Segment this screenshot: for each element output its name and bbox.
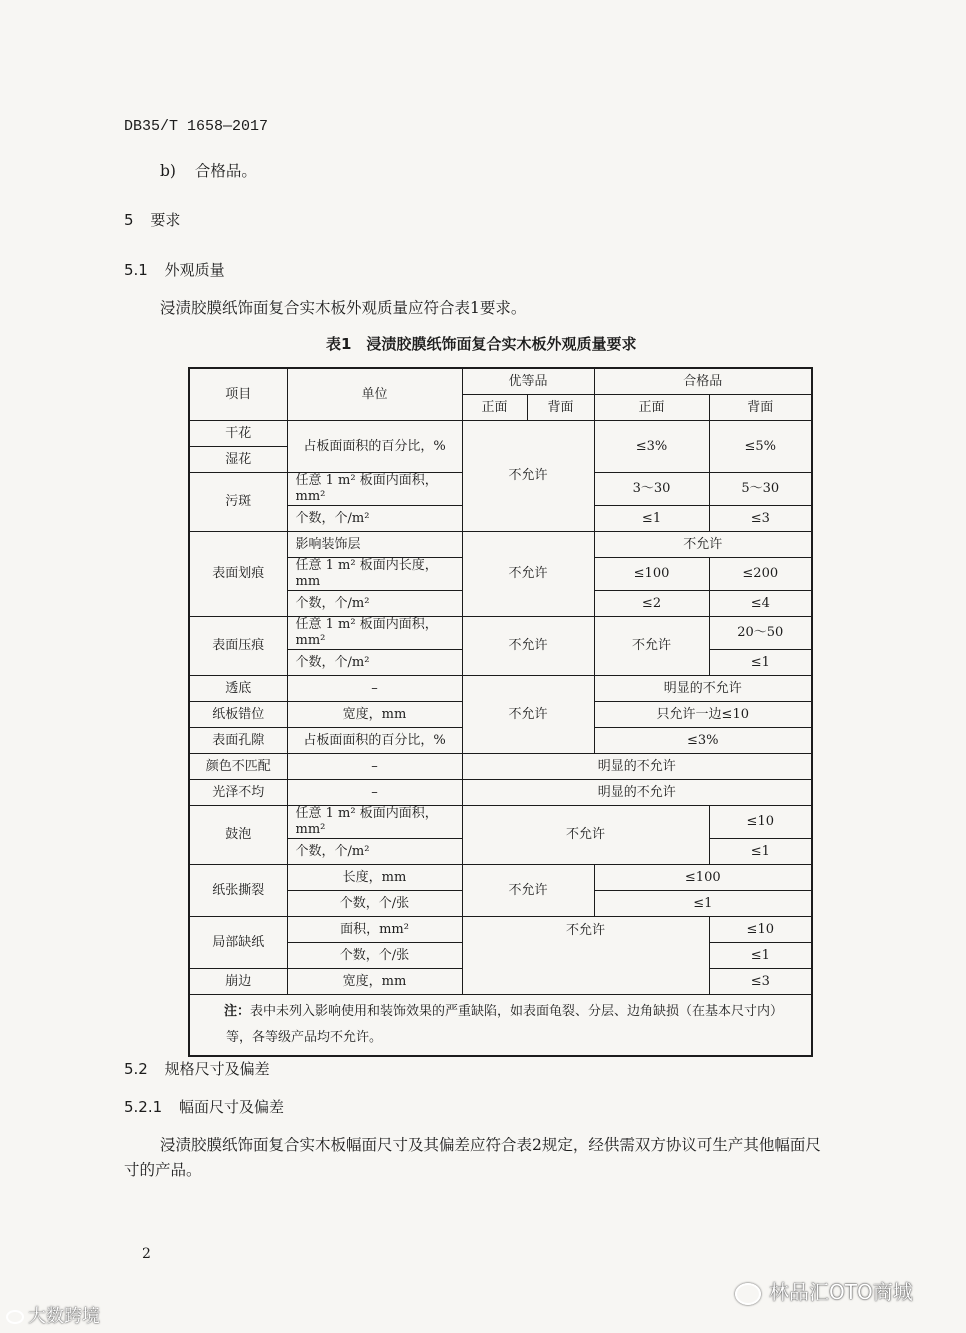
value-cell: ≤1: [709, 943, 812, 969]
value-cell: 不允许: [462, 917, 709, 995]
unit-cell: 个数，个/m²: [287, 839, 462, 865]
value-cell: ≤10: [709, 806, 812, 839]
value-cell: 5～30: [709, 473, 812, 506]
item-wuban: 污斑: [189, 473, 287, 532]
doc-code: DB35/T 1658—2017: [124, 118, 269, 135]
unit-cell: 占板面面积的百分比，%: [287, 728, 462, 754]
item-yanse: 颜色不匹配: [189, 754, 287, 780]
header-item: 项目: [189, 368, 287, 421]
value-cell: 不允许: [594, 617, 709, 676]
header-premium: 优等品: [462, 368, 594, 395]
item-bengbian: 崩边: [189, 969, 287, 995]
item-toudi: 透底: [189, 676, 287, 702]
unit-cell: 任意 1 m² 板面内面积，mm²: [287, 617, 462, 650]
paragraph-5-2-1-line2: 寸的产品。: [124, 1161, 202, 1179]
section-number: 5.2: [124, 1060, 148, 1078]
watermark-right: [735, 1276, 913, 1305]
unit-cell: 任意 1 m² 板面内面积，mm²: [287, 473, 462, 506]
value-cell: ≤1: [594, 506, 709, 532]
value-cell: 明显的不允许: [462, 754, 812, 780]
item-silie: 纸张撕裂: [189, 865, 287, 917]
watermark-right-text: 林品汇OTO商城: [769, 1280, 913, 1304]
list-item-b: [160, 159, 257, 181]
unit-cell: 宽度，mm: [287, 969, 462, 995]
table-1-caption: 表1 浸渍胶膜纸饰面复合实木板外观质量要求: [326, 335, 637, 353]
value-cell: ≤2: [594, 591, 709, 617]
value-cell: ≤100: [594, 865, 812, 891]
value-cell: 不允许: [462, 865, 594, 917]
value-cell: 不允许: [462, 532, 594, 617]
note-text: 表中未列入影响使用和装饰效果的严重缺陷，如表面龟裂、分层、边角缺损（在基本尺寸内）等，各等级产品均不允许。: [226, 1004, 784, 1045]
unit-cell: –: [287, 780, 462, 806]
item-guangze: 光泽不均: [189, 780, 287, 806]
value-cell: ≤100: [594, 558, 709, 591]
value-cell: 不允许: [462, 806, 709, 865]
unit-cell: 个数，个/张: [287, 891, 462, 917]
unit-cell: 影响装饰层: [287, 532, 462, 558]
wechat-icon: [735, 1283, 761, 1305]
value-cell: ≤3: [709, 969, 812, 995]
section-title: 要求: [150, 211, 181, 229]
value-cell: ≤3%: [594, 728, 812, 754]
page-number: 2: [142, 1246, 151, 1262]
value-cell: ≤1: [594, 891, 812, 917]
paragraph-5-1: 浸渍胶膜纸饰面复合实木板外观质量应符合表1要求。: [160, 299, 527, 317]
section-number: 5.2.1: [124, 1098, 163, 1116]
item-yahen: 表面压痕: [189, 617, 287, 676]
value-cell: 3～30: [594, 473, 709, 506]
item-huahen: 表面划痕: [189, 532, 287, 617]
header-back: 背面: [709, 395, 812, 421]
watermark-left: [6, 1302, 100, 1328]
value-cell: ≤1: [709, 650, 812, 676]
item-ganhua: 干花: [189, 421, 287, 447]
unit-cell: –: [287, 676, 462, 702]
section-5-1-heading: [124, 259, 225, 280]
unit-cell: 个数，个/m²: [287, 650, 462, 676]
value-cell: 只允许一边≤10: [594, 702, 812, 728]
list-text: 合格品。: [194, 162, 257, 180]
value-cell: 明显的不允许: [594, 676, 812, 702]
unit-cell: 任意 1 m² 板面内面积，mm²: [287, 806, 462, 839]
value-cell: ≤3%: [594, 421, 709, 473]
value-cell: ≤4: [709, 591, 812, 617]
item-quezhi: 局部缺纸: [189, 917, 287, 969]
value-cell: ≤200: [709, 558, 812, 591]
appearance-quality-table: [188, 367, 813, 1057]
item-gupao: 鼓泡: [189, 806, 287, 865]
list-marker: b): [160, 162, 176, 180]
value-cell: ≤1: [709, 839, 812, 865]
note-label: 注：: [224, 1004, 251, 1019]
header-front: 正面: [462, 395, 527, 421]
paragraph-5-2-1-line1: 浸渍胶膜纸饰面复合实木板幅面尺寸及其偏差应符合表2规定，经供需双方协议可生产其他幅面尺: [160, 1136, 821, 1154]
section-number: 5.1: [124, 261, 148, 279]
value-cell: 明显的不允许: [462, 780, 812, 806]
header-unit: 单位: [287, 368, 462, 421]
value-cell: 不允许: [462, 676, 594, 754]
section-title: 外观质量: [164, 261, 225, 279]
value-cell: 20～50: [709, 617, 812, 650]
section-5-2-heading: [124, 1058, 270, 1079]
table-note: [189, 995, 812, 1057]
item-cuowei: 纸板错位: [189, 702, 287, 728]
value-cell: 不允许: [462, 421, 594, 532]
value-cell: ≤3: [709, 506, 812, 532]
section-title: 规格尺寸及偏差: [164, 1060, 270, 1078]
header-qualified: 合格品: [594, 368, 812, 395]
watermark-left-text: 大数跨境: [28, 1306, 100, 1327]
header-back: 背面: [527, 395, 594, 421]
section-5-heading: [124, 209, 180, 230]
unit-cell: 面积，mm²: [287, 917, 462, 943]
header-front: 正面: [594, 395, 709, 421]
cloud-icon: [6, 1310, 24, 1324]
unit-cell: –: [287, 754, 462, 780]
section-title: 幅面尺寸及偏差: [178, 1098, 284, 1116]
value-cell: 不允许: [462, 617, 594, 676]
value-cell: ≤5%: [709, 421, 812, 473]
unit-cell: 占板面面积的百分比，%: [287, 421, 462, 473]
section-number: 5: [124, 211, 134, 229]
section-5-2-1-heading: [124, 1096, 284, 1117]
unit-cell: 个数，个/m²: [287, 506, 462, 532]
unit-cell: 个数，个/张: [287, 943, 462, 969]
item-shihua: 湿花: [189, 447, 287, 473]
value-cell: ≤10: [709, 917, 812, 943]
unit-cell: 任意 1 m² 板面内长度，mm: [287, 558, 462, 591]
item-kongxi: 表面孔隙: [189, 728, 287, 754]
unit-cell: 个数，个/m²: [287, 591, 462, 617]
unit-cell: 长度，mm: [287, 865, 462, 891]
value-cell: 不允许: [594, 532, 812, 558]
unit-cell: 宽度，mm: [287, 702, 462, 728]
